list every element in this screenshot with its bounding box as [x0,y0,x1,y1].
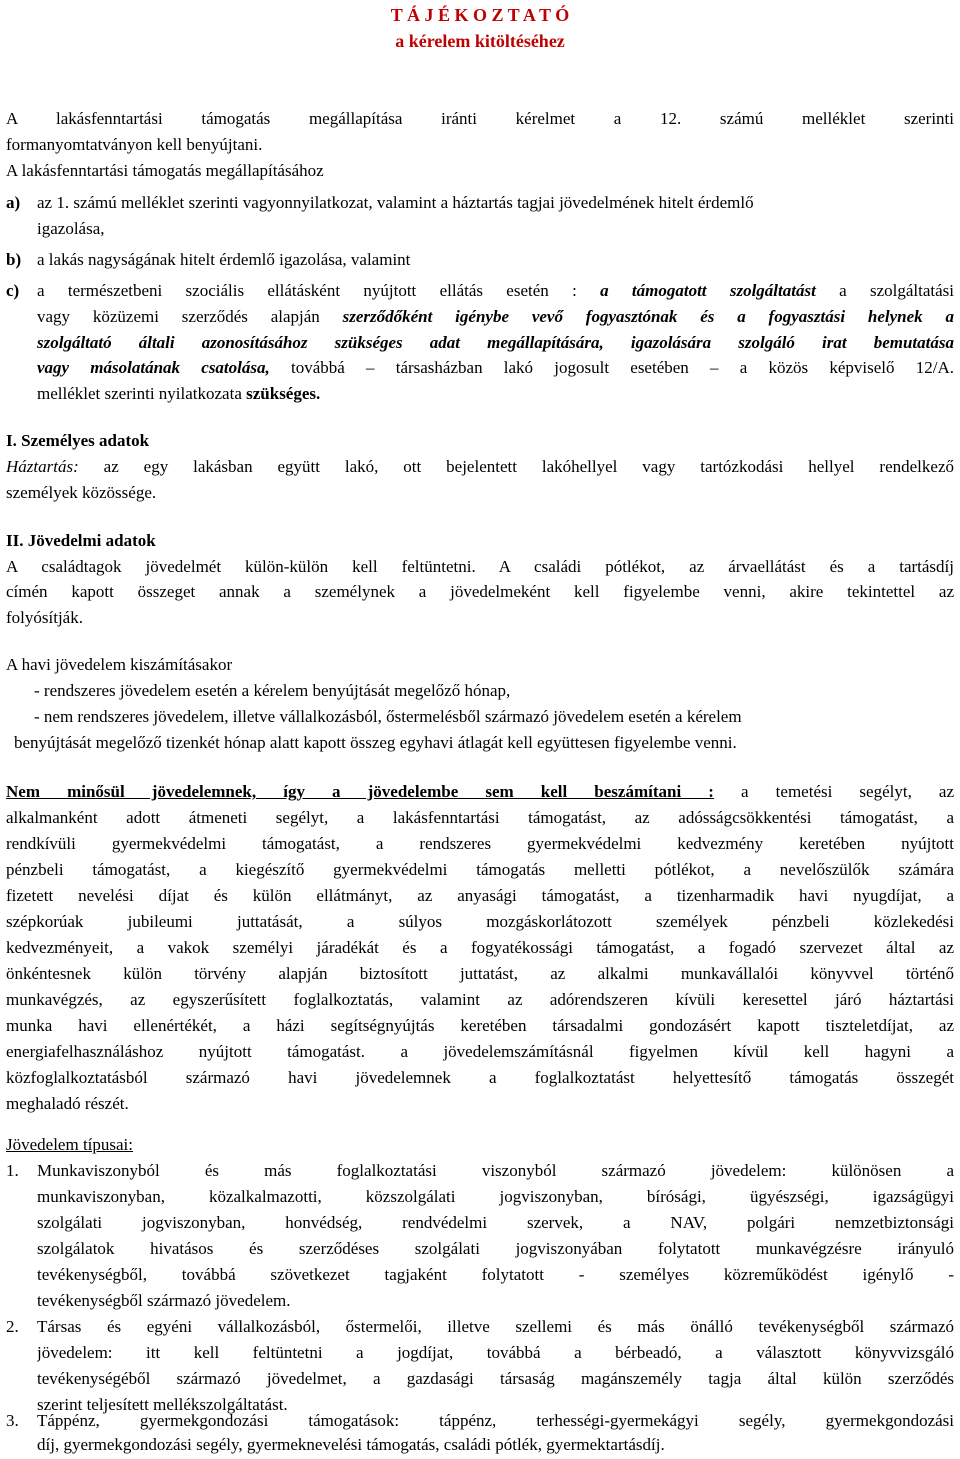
document-title: T Á J É K O Z T A T Ó [390,5,570,25]
type-2-line-3: tevékenységéből származó jövedelmet, a gazdasági társaság magánszemély tagja által külön szerződés [37,1369,954,1388]
type-1-line-3: szolgálati jogviszonyban, honvédség, rendvédelmi szervek, a NAV, polgári nemzetbiztonsági [37,1213,954,1232]
not-income-line-13: meghaladó részét. [6,1094,129,1113]
section-2-line-2: címén kapott összeget annak a személynek a jövedelmeként kell figyelembe venni, akire tekintettel az [6,582,954,601]
item-a-line-2: igazolása, [37,219,105,238]
not-income-line-11: energiafelhasználáshoz nyújtott támogatást. a jövedelemszámításnál figyelmen kívül kell hagyni a [6,1042,954,1061]
intro-line-1: A lakásfenntartási támogatás megállapítása iránti kérelmet a 12. számú melléklet szerinti [6,109,954,128]
section-1-line-2: személyek közössége. [6,483,157,502]
section-1-line-1: Háztartás: az egy lakásban együtt lakó, ott bejelentett lakóhellyel vagy tartózkodási hellyel rendelkező [6,457,954,476]
type-1-line-4: szolgálatok hivatásos és szerződéses szolgálati jogviszonyában folytatott munkavégzésre irányuló [37,1239,954,1258]
not-income-line-6: szépkorúak jubileumi juttatását, a súlyos mozgáskorlátozott személyek pénzbeli közlekedési [6,912,954,931]
item-b-line-1: a lakás nagyságának hitelt érdemlő igazolása, valamint [37,250,411,269]
not-income-line-4: pénzbeli támogatást, a kiegészítő gyermekvédelmi támogatás melletti pótlékot, a nevelőszülők számára [6,860,954,879]
type-1-number: 1. [6,1161,19,1180]
monthly-line-1: - rendszeres jövedelem esetén a kérelem benyújtását megelőző hónap, [34,681,511,700]
type-1-line-2: munkaviszonyban, közalkalmazotti, közszolgálati jogviszonyban, bírósági, ügyészségi, igazságügyi [37,1187,954,1206]
type-2-line-1: Társas és egyéni vállalkozásból, őstermelői, illetve szellemi és más önálló tevékenységből származó [37,1317,954,1336]
item-c-line-4: vagy másolatának csatolása, továbbá – társasházban lakó jogosult esetében – a közös képviselő 12/A. [37,358,954,377]
section-1-heading: I. Személyes adatok [6,431,150,450]
section-2-heading: II. Jövedelmi adatok [6,531,156,550]
item-c-line-1: a természetbeni szociális ellátásként nyújtott ellátás esetén : a támogatott szolgáltatást a szolgáltatási [37,281,954,300]
type-1-line-6: tevékenységből származó jövedelem. [37,1291,291,1310]
type-1-line-1: Munkaviszonyból és más foglalkoztatási viszonyból származó jövedelem: különösen a [37,1161,954,1180]
section-2-line-3: folyósítják. [6,608,83,627]
types-heading: Jövedelem típusai: [6,1135,134,1154]
item-b-marker: b) [6,250,22,269]
not-income-line-9: munkavégzés, az egyszerűsített foglalkoztatás, valamint az adórendszeren kívüli keresettel járó háztartási [6,990,954,1009]
type-2-number: 2. [6,1317,19,1336]
item-c-marker: c) [6,281,20,300]
not-income-line-2: alkalmanként adott átmeneti segélyt, a lakásfenntartási támogatást, az adósságcsökkentési támogatást, a [6,808,954,827]
not-income-line-10: munka havi ellenértékét, a házi segítségnyújtás keretében társadalmi gondozásért kapott tiszteletdíjat, az [6,1016,954,1035]
item-a-marker: a) [6,193,21,212]
type-3-line-2: díj, gyermekgondozási segély, gyermeknevelési támogatás, családi pótlék, gyermektartásdíj. [37,1435,665,1454]
item-a-line-1: az 1. számú melléklet szerinti vagyonnyilatkozat, valamint a háztartás tagjai jövedelmének hitelt érdemlő [37,193,754,212]
section-2-line-1: A családtagok jövedelmét külön-külön kell feltüntetni. A családi pótlékot, az árvaellátást és a tartásdíj [6,557,954,576]
item-c-line-2: vagy közüzemi szerződés alapján szerződőként igénybe vevő fogyasztónak és a fogyasztási helynek a [37,307,954,326]
not-income-line-8: önkéntesnek külön törvény alapján biztosított juttatást, az alkalmi munkavállalói könyvvel történő [6,964,954,983]
type-3-line-1: Táppénz, gyermekgondozási támogatások: táppénz, terhességi-gyermekágyi segély, gyermekgondozási [37,1411,954,1430]
type-1-line-5: tevékenységből, továbbá szövetkezet tagjaként folytatott - személyes közreműködést igénylő - [37,1265,954,1284]
not-income-line-1: Nem minősül jövedelemnek, így a jövedelembe sem kell beszámítani : a temetési segélyt, az [6,782,954,801]
type-2-line-4: szerint teljesített mellékszolgáltatást. [37,1395,288,1414]
type-2-line-2: jövedelem: itt kell feltüntetni a jogdíjat, továbbá a bérbeadó, a választott könyvvizsgáló [37,1343,954,1362]
document-subtitle: a kérelem kitöltéséhez [395,31,565,51]
intro-line-2: formanyomtatványon kell benyújtani. [6,135,263,154]
monthly-heading: A havi jövedelem kiszámításakor [6,655,233,674]
monthly-line-2: - nem rendszeres jövedelem, illetve vállalkozásból, őstermelésből származó jövedelem esetén a kérelem [34,707,742,726]
intro-line-3: A lakásfenntartási támogatás megállapításához [6,161,324,180]
not-income-line-12: közfoglalkoztatásból származó havi jövedelemnek a foglalkoztatást helyettesítő támogatás összegét [6,1068,954,1087]
item-c-line-5: melléklet szerinti nyilatkozata szükséges. [37,384,321,403]
not-income-line-5: fizetett nevelési díjat és külön ellátmányt, az anyasági támogatást, a tizenharmadik havi nyugdíjat, a [6,886,954,905]
not-income-line-3: rendkívüli gyermekvédelmi támogatást, a rendszeres gyermekvédelmi kedvezmény keretében nyújtott [6,834,954,853]
item-c-line-3: szolgáltató általi azonosításához szükséges adat megállapítására, igazolására szolgáló irat bemutatása [37,333,954,352]
not-income-line-7: kedvezményeit, a vakok személyi járadékát és a fogyatékossági támogatást, a fogadó szervezet által az [6,938,954,957]
monthly-line-3: benyújtását megelőző tizenkét hónap alatt kapott összeg egyhavi átlagát kell együttesen figyelembe venni. [14,733,737,752]
type-3-number: 3. [6,1411,19,1430]
